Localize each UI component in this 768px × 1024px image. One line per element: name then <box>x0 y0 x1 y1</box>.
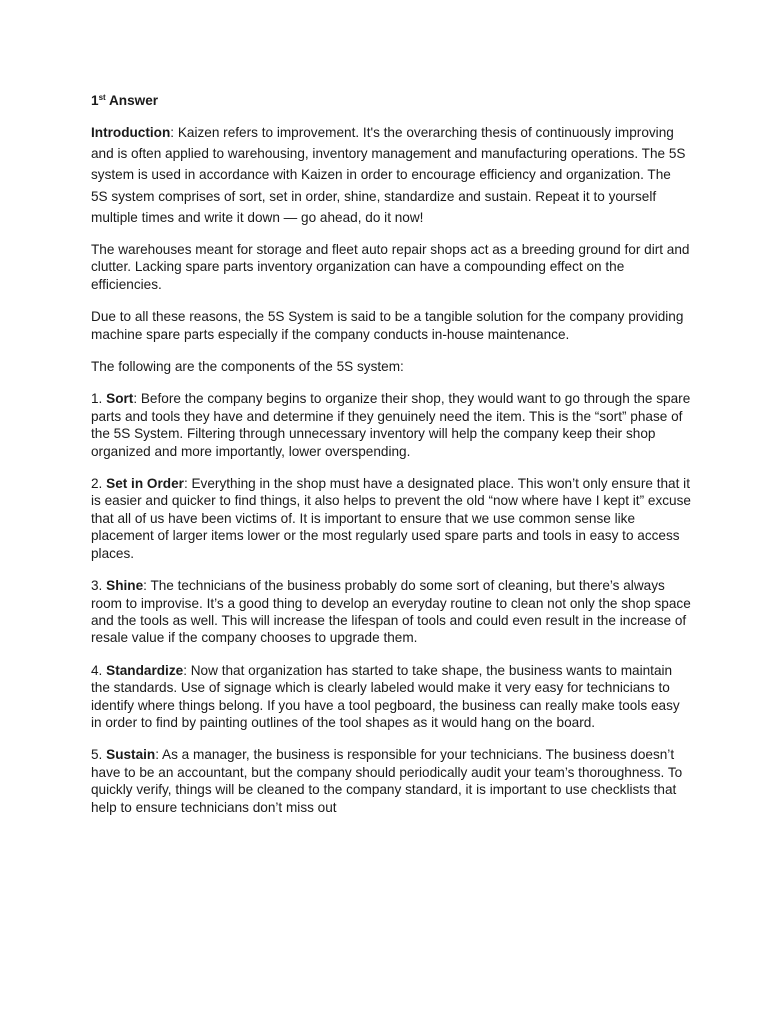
component-text: : Before the company begins to organize their shop, they would want to go through the spare parts and tools they have and determine if they genuinely need the item. This is the “sort” phase of the 5S System. Filtering through unnecessary inventory will help the company keep their shop organized and more importantly, lower overspending. <box>91 391 691 459</box>
component-text: : Now that organization has started to take shape, the business wants to maintain the standards. Use of signage which is clearly labeled would make it very easy for technicians to identify where things belong. If you have a tool pegboard, the business can really make tools easy in order to find by painting outlines of the tool shapes as it would hang on the board. <box>91 662 680 730</box>
introduction-text: : Kaizen refers to improvement. It's the overarching thesis of continuously improving and is often applied to warehousing, inventory management and manufacturing operations. The 5S system is used in accordance with Kaizen in order to encourage efficiency and organization. The 5S system comprises of sort, set in order, shine, standardize and sustain. Repeat it to yourself multiple times and write it down — go ahead, do it now! <box>91 125 686 225</box>
heading-text: Answer <box>105 93 159 108</box>
component-sort <box>91 390 691 460</box>
component-number: 1. <box>91 391 107 407</box>
component-standardize <box>91 662 691 732</box>
component-label: Standardize <box>106 662 184 678</box>
component-label: Sustain <box>106 747 156 763</box>
component-text: : As a manager, the business is responsible for your technicians. The business doesn’t have to be an accountant, but the company should periodically audit your team’s thoroughness. To quickly verify, things will be cleaned to the company standard, it is important to use checklists that help to ensure technicians don’t miss out <box>91 747 683 815</box>
warehouses-paragraph: The warehouses meant for storage and fleet auto repair shops act as a breeding ground for dirt and clutter. Lacking spare parts inventory organization can have a compounding effect on the efficiencies. <box>91 242 690 292</box>
component-text: : The technicians of the business probably do some sort of cleaning, but there’s always room to improvise. It’s a good thing to develop an everyday routine to clean not only the shop space and the tools as well. This will increase the lifespan of tools and could even result in the increase of resale value if the company chooses to upgrade them. <box>91 578 691 646</box>
component-label: Set in Order <box>106 476 184 492</box>
introduction-paragraph <box>91 122 691 228</box>
component-shine <box>91 577 691 647</box>
component-number: 4. <box>91 662 107 678</box>
component-number: 3. <box>91 578 107 594</box>
reasons-paragraph: Due to all these reasons, the 5S System is said to be a tangible solution for the company providing machine spare parts especially if the company conducts in-house maintenance. <box>91 309 684 342</box>
component-label: Shine <box>106 578 144 594</box>
component-set-in-order <box>91 475 691 562</box>
component-text: : Everything in the shop must have a designated place. This won’t only ensure that it is easier and quicker to find things, it also helps to prevent the old “now where have I kept it” excuse that all of us have been victims of. It is important to ensure that we use common sense like placement of larger items lower or the most regularly used spare parts and tools in easy to access places. <box>91 476 691 561</box>
component-label: Sort <box>106 391 134 407</box>
document-page <box>91 92 691 831</box>
introduction-label: Introduction <box>91 125 171 140</box>
component-sustain <box>91 746 691 816</box>
component-number: 2. <box>91 476 107 492</box>
heading-number: 1 <box>91 93 99 108</box>
components-intro-paragraph: The following are the components of the 5S system: <box>91 359 404 375</box>
heading-ordinal-suffix: st <box>98 93 106 102</box>
answer-heading <box>91 92 691 110</box>
component-number: 5. <box>91 747 107 763</box>
